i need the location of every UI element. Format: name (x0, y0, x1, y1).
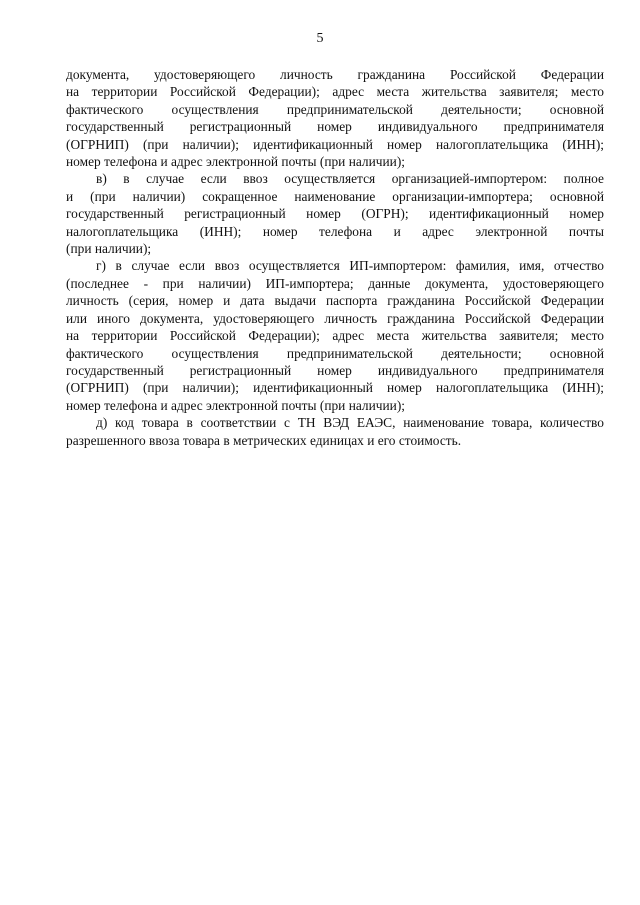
text-line: (при наличии); (66, 241, 152, 257)
text-line: личность (серия, номер и дата выдачи паспорта гражданина Российской Федерации (66, 293, 604, 309)
paragraph-item-g (66, 257, 604, 414)
text-line: в) в случае если ввоз осуществляется организацией-импортером: полное (96, 171, 604, 187)
text-line: разрешенного ввоза товара в метрических единицах и его стоимость. (66, 432, 462, 448)
text-line: на территории Российской Федерации); адрес места жительства заявителя; место (66, 328, 604, 344)
text-line: номер телефона и адрес электронной почты (при наличии); (66, 154, 406, 170)
text-line: на территории Российской Федерации); адрес места жительства заявителя; место (66, 84, 604, 100)
text-line: государственный регистрационный номер индивидуального предпринимателя (66, 119, 604, 135)
text-line: фактического осуществления предпринимательской деятельности; основной (66, 101, 604, 117)
text-line: (ОГРНИП) (при наличии); идентификационный номер налогоплательщика (ИНН); (66, 136, 604, 152)
document-body (66, 66, 604, 449)
text-line: фактического осуществления предпринимательской деятельности; основной (66, 345, 604, 361)
text-line: г) в случае если ввоз осуществляется ИП-импортером: фамилия, имя, отчество (96, 258, 604, 274)
text-line: д) код товара в соответствии с ТН ВЭД ЕАЭС, наименование товара, количество (96, 415, 604, 431)
text-line: государственный регистрационный номер индивидуального предпринимателя (66, 362, 604, 378)
text-line: государственный регистрационный номер (ОГРН); идентификационный номер (66, 206, 604, 222)
paragraph-item-d (66, 414, 604, 449)
text-line: (последнее - при наличии) ИП-импортера; данные документа, удостоверяющего (66, 275, 604, 291)
text-line: и (при наличии) сокращенное наименование организации-импортера; основной (66, 188, 604, 204)
page-number: 5 (316, 31, 324, 46)
text-line: (ОГРНИП) (при наличии); идентификационный номер налогоплательщика (ИНН); (66, 380, 604, 396)
text-line: или иного документа, удостоверяющего личность гражданина Российской Федерации (66, 310, 604, 326)
text-line: налогоплательщика (ИНН); номер телефона и адрес электронной почты (66, 223, 604, 239)
paragraph-item-v (66, 170, 604, 257)
paragraph-continuation (66, 66, 604, 170)
text-line: документа, удостоверяющего личность гражданина Российской Федерации (66, 67, 604, 82)
text-line: номер телефона и адрес электронной почты (при наличии); (66, 397, 406, 413)
